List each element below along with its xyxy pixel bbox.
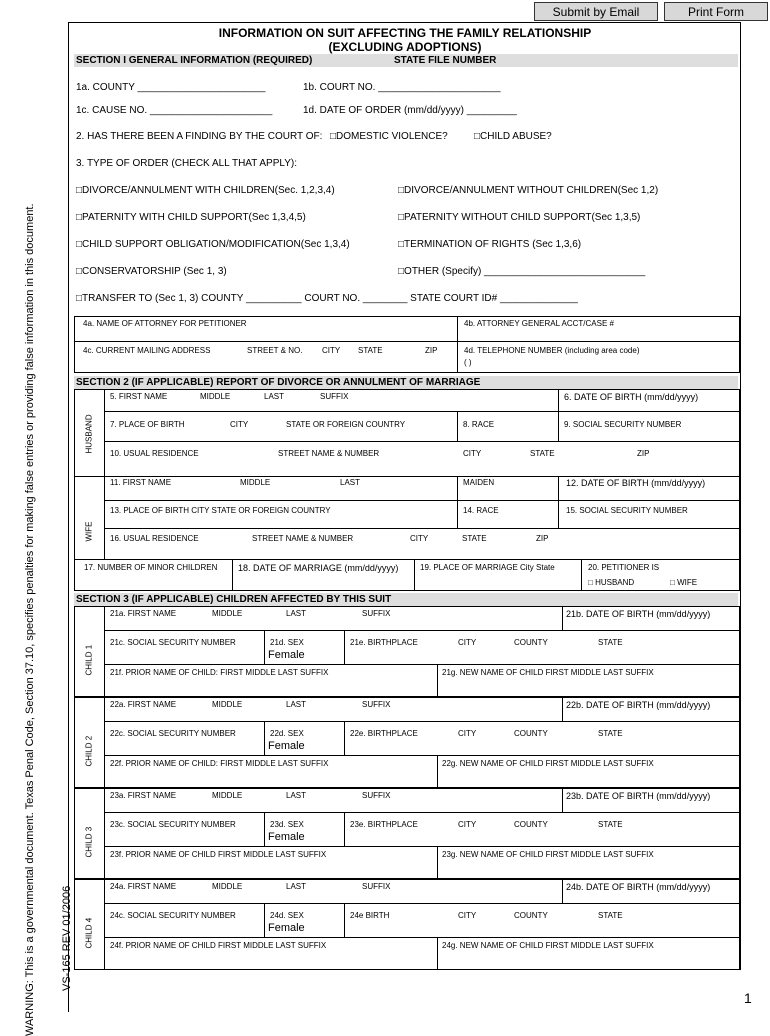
divider — [344, 721, 345, 755]
paternity-without-support-checkbox[interactable]: □ PATERNITY WITHOUT CHILD SUPPORT(Sec 1,3,5) — [398, 212, 640, 223]
form-title: INFORMATION ON SUIT AFFECTING THE FAMILY RELATIONSHIP — [218, 26, 592, 40]
section-3-heading: SECTION 3 (IF APPLICABLE) CHILDREN AFFECTED BY THIS SUIT — [74, 593, 738, 606]
child-dob[interactable]: 24b. DATE OF BIRTH (mm/dd/yyyy) — [566, 882, 711, 892]
husband-race[interactable]: 8. RACE — [463, 420, 495, 429]
child-prior-name[interactable]: 22f. PRIOR NAME OF CHILD: FIRST MIDDLE LAST SUFFIX — [110, 759, 329, 768]
husband-zip: ZIP — [637, 449, 650, 458]
child-middle: MIDDLE — [212, 791, 243, 800]
child-first-name[interactable]: 23a. FIRST NAME — [110, 791, 177, 800]
conservatorship-checkbox[interactable]: □ CONSERVATORSHIP (Sec 1, 3) — [76, 266, 227, 277]
child-sex-label: 23d. SEX — [270, 820, 304, 829]
husband-label: HUSBAND — [84, 414, 94, 454]
child-city: CITY — [458, 820, 477, 829]
wife-street: STREET NAME & NUMBER — [252, 534, 354, 543]
termination-checkbox[interactable]: □ TERMINATION OF RIGHTS (Sec 1,3,6) — [398, 239, 581, 250]
husband-last: LAST — [264, 392, 285, 401]
child-suffix: SUFFIX — [362, 609, 391, 618]
wife-dob[interactable]: 12. DATE OF BIRTH (mm/dd/yyyy) — [566, 478, 706, 488]
child-dob[interactable]: 23b. DATE OF BIRTH (mm/dd/yyyy) — [566, 791, 711, 801]
child-county: COUNTY — [514, 820, 548, 829]
child-state: STATE — [598, 729, 623, 738]
divider — [104, 788, 105, 879]
divorce-with-children-checkbox[interactable]: □ DIVORCE/ANNULMENT WITH CHILDREN(Sec. 1,2,3,4) — [76, 185, 335, 196]
wife-maiden: MAIDEN — [463, 478, 495, 487]
wife-block — [74, 476, 740, 560]
husband-pob[interactable]: 7. PLACE OF BIRTH — [110, 420, 185, 429]
child-sex-value[interactable]: Female — [268, 740, 305, 752]
divider — [562, 879, 563, 903]
divider — [562, 606, 563, 630]
divider — [104, 630, 740, 631]
wife-first-name[interactable]: 11. FIRST NAME — [110, 478, 172, 487]
attorney-name-field[interactable]: 4a. NAME OF ATTORNEY FOR PETITIONER — [74, 316, 458, 342]
page-number: 1 — [744, 990, 752, 1006]
child-block — [74, 788, 740, 879]
divider — [264, 812, 265, 846]
cause-no-field[interactable]: 1c. CAUSE NO. ______________________ — [76, 105, 273, 116]
child-last: LAST — [286, 609, 307, 618]
child-block — [74, 879, 740, 970]
divider — [104, 664, 740, 665]
husband-first-name[interactable]: 5. FIRST NAME — [110, 392, 168, 401]
date-of-order-field[interactable]: 1d. DATE OF ORDER (mm/dd/yyyy) _________ — [303, 105, 517, 116]
child-birthplace[interactable]: 24e BIRTH — [350, 911, 390, 920]
divider — [104, 606, 105, 697]
wife-label: WIFE — [84, 521, 94, 542]
divider — [104, 697, 105, 788]
divider — [104, 721, 740, 722]
child-first-name[interactable]: 24a. FIRST NAME — [110, 882, 177, 891]
divider — [104, 389, 105, 477]
child-new-name[interactable]: 21g. NEW NAME OF CHILD FIRST MIDDLE LAST SUFFIX — [442, 668, 654, 677]
divider — [457, 411, 458, 441]
divider — [232, 559, 233, 591]
child-first-name[interactable]: 22a. FIRST NAME — [110, 700, 177, 709]
husband-street: STREET NAME & NUMBER — [278, 449, 380, 458]
child-ssn[interactable]: 22c. SOCIAL SECURITY NUMBER — [110, 729, 236, 738]
child-city: CITY — [458, 911, 477, 920]
child-block — [74, 697, 740, 788]
child-label: CHILD 2 — [84, 735, 94, 767]
child-support-checkbox[interactable]: □ CHILD SUPPORT OBLIGATION/MODIFICATION(Sec 1,3,4) — [76, 239, 350, 250]
wife-zip: ZIP — [536, 534, 549, 543]
petitioner-wife-checkbox[interactable]: □ WIFE — [670, 578, 697, 587]
child-state: STATE — [598, 911, 623, 920]
divider — [104, 755, 740, 756]
finding-label: 2. HAS THERE BEEN A FINDING BY THE COURT OF: — [76, 131, 323, 142]
child-prior-name[interactable]: 23f. PRIOR NAME OF CHILD FIRST MIDDLE LAST SUFFIX — [110, 850, 327, 859]
divider — [104, 846, 740, 847]
husband-middle: MIDDLE — [200, 392, 231, 401]
child-sex-value[interactable]: Female — [268, 831, 305, 843]
section-1-heading: SECTION I GENERAL INFORMATION (REQUIRED) STATE FILE NUMBER — [74, 54, 738, 67]
divider — [558, 476, 559, 528]
divider — [457, 476, 458, 528]
paternity-with-support-checkbox[interactable]: □ PATERNITY WITH CHILD SUPPORT(Sec 1,3,4,5) — [76, 212, 306, 223]
type-of-order-label: 3. TYPE OF ORDER (CHECK ALL THAT APPLY): — [76, 158, 297, 169]
child-prior-name[interactable]: 24f. PRIOR NAME OF CHILD FIRST MIDDLE LAST SUFFIX — [110, 941, 327, 950]
divider — [104, 937, 740, 938]
print-form-button[interactable]: Print Form — [664, 2, 768, 21]
divider — [264, 630, 265, 664]
child-abuse-checkbox[interactable]: □ CHILD ABUSE? — [474, 131, 552, 142]
minor-children-field[interactable]: 17. NUMBER OF MINOR CHILDREN — [84, 563, 218, 572]
child-last: LAST — [286, 700, 307, 709]
husband-dob[interactable]: 6. DATE OF BIRTH (mm/dd/yyyy) — [564, 392, 699, 402]
divider — [104, 903, 740, 904]
divider — [264, 903, 265, 937]
petitioner-label: 20. PETITIONER IS — [588, 563, 660, 572]
frame-right-line — [740, 22, 741, 970]
divider — [104, 812, 740, 813]
child-prior-name[interactable]: 21f. PRIOR NAME OF CHILD: FIRST MIDDLE LAST SUFFIX — [110, 668, 329, 677]
divider — [104, 411, 740, 412]
child-county: COUNTY — [514, 911, 548, 920]
husband-pob-city: CITY — [230, 420, 249, 429]
child-birthplace[interactable]: 22e. BIRTHPLACE — [350, 729, 418, 738]
child-county: COUNTY — [514, 729, 548, 738]
divider — [558, 389, 559, 441]
mailing-address-field[interactable]: 4c. CURRENT MAILING ADDRESS STREET & NO. CITY STATE ZIP — [74, 341, 458, 373]
court-no-field[interactable]: 1b. COURT NO. ______________________ — [303, 82, 501, 93]
child-ssn[interactable]: 21c. SOCIAL SECURITY NUMBER — [110, 638, 236, 647]
divider — [104, 528, 740, 529]
child-first-name[interactable]: 21a. FIRST NAME — [110, 609, 177, 618]
wife-state: STATE — [462, 534, 487, 543]
child-birthplace[interactable]: 23e. BIRTHPLACE — [350, 820, 418, 829]
husband-state: STATE — [530, 449, 555, 458]
child-state: STATE — [598, 820, 623, 829]
child-block — [74, 606, 740, 697]
child-dob[interactable]: 21b. DATE OF BIRTH (mm/dd/yyyy) — [566, 609, 711, 619]
child-suffix: SUFFIX — [362, 700, 391, 709]
other-checkbox[interactable]: □ OTHER (Specify) _____________________________ — [398, 266, 645, 277]
wife-residence[interactable]: 16. USUAL RESIDENCE — [110, 534, 199, 543]
child-state: STATE — [598, 638, 623, 647]
wife-pob[interactable]: 13. PLACE OF BIRTH CITY STATE OR FOREIGN COUNTRY — [110, 506, 331, 515]
divider — [344, 903, 345, 937]
section-2-heading: SECTION 2 (IF APPLICABLE) REPORT OF DIVORCE OR ANNULMENT OF MARRIAGE — [74, 376, 738, 389]
divider — [104, 441, 740, 442]
divider — [437, 937, 438, 970]
ag-case-field[interactable]: 4b. ATTORNEY GENERAL ACCT/CASE # — [457, 316, 740, 342]
child-sex-label: 21d. SEX — [270, 638, 304, 647]
child-ssn[interactable]: 24c. SOCIAL SECURITY NUMBER — [110, 911, 236, 920]
husband-block — [74, 389, 740, 477]
child-suffix: SUFFIX — [362, 791, 391, 800]
divider — [562, 788, 563, 812]
form-revision: VS-165 REV 01/2006 — [61, 885, 73, 991]
divider — [104, 879, 105, 970]
transfer-checkbox[interactable]: □ TRANSFER TO (Sec 1, 3) COUNTY __________ COURT NO. ________ STATE COURT ID# ______________ — [76, 293, 578, 304]
child-last: LAST — [286, 791, 307, 800]
husband-city: CITY — [463, 449, 482, 458]
child-city: CITY — [458, 638, 477, 647]
child-middle: MIDDLE — [212, 700, 243, 709]
marriage-date-field[interactable]: 18. DATE OF MARRIAGE (mm/dd/yyyy) — [238, 563, 399, 573]
telephone-field[interactable]: 4d. TELEPHONE NUMBER (including area code) ( ) — [457, 341, 740, 373]
child-label: CHILD 1 — [84, 644, 94, 676]
frame-top-line — [68, 22, 741, 23]
divider — [104, 476, 105, 560]
marriage-place-field[interactable]: 19. PLACE OF MARRIAGE City State — [420, 563, 555, 572]
form-subtitle: (EXCLUDING ADOPTIONS) — [328, 40, 482, 54]
child-label: CHILD 4 — [84, 917, 94, 949]
husband-residence[interactable]: 10. USUAL RESIDENCE — [110, 449, 199, 458]
child-new-name[interactable]: 24g. NEW NAME OF CHILD FIRST MIDDLE LAST SUFFIX — [442, 941, 654, 950]
divider — [414, 559, 415, 591]
child-county: COUNTY — [514, 638, 548, 647]
child-sex-label: 22d. SEX — [270, 729, 304, 738]
child-middle: MIDDLE — [212, 609, 243, 618]
child-suffix: SUFFIX — [362, 882, 391, 891]
divider — [437, 755, 438, 788]
child-sex-value[interactable]: Female — [268, 922, 305, 934]
divider — [437, 664, 438, 697]
divider — [581, 559, 582, 591]
child-sex-label: 24d. SEX — [270, 911, 304, 920]
husband-pob-state: STATE OR FOREIGN COUNTRY — [286, 420, 406, 429]
child-new-name[interactable]: 22g. NEW NAME OF CHILD FIRST MIDDLE LAST SUFFIX — [442, 759, 654, 768]
domestic-violence-checkbox[interactable]: □ DOMESTIC VIOLENCE? — [330, 131, 448, 142]
submit-by-email-button[interactable]: Submit by Email — [534, 2, 658, 21]
divider — [344, 630, 345, 664]
county-field[interactable]: 1a. COUNTY _______________________ — [76, 82, 266, 93]
divider — [264, 721, 265, 755]
wife-city: CITY — [410, 534, 429, 543]
divider — [104, 500, 740, 501]
child-last: LAST — [286, 882, 307, 891]
child-dob[interactable]: 22b. DATE OF BIRTH (mm/dd/yyyy) — [566, 700, 711, 710]
divorce-without-children-checkbox[interactable]: □ DIVORCE/ANNULMENT WITHOUT CHILDREN(Sec 1,2) — [398, 185, 658, 196]
husband-ssn[interactable]: 9. SOCIAL SECURITY NUMBER — [564, 420, 682, 429]
wife-ssn[interactable]: 15. SOCIAL SECURITY NUMBER — [566, 506, 688, 515]
divider — [437, 846, 438, 879]
child-city: CITY — [458, 729, 477, 738]
wife-last: LAST — [340, 478, 361, 487]
wife-middle: MIDDLE — [240, 478, 271, 487]
warning-text: WARNING: This is a governmental document. Texas Penal Code, Section 37.10, specifies penalties for making false entries or providing false information in this document. — [24, 203, 36, 1036]
child-label: CHILD 3 — [84, 826, 94, 858]
child-sex-value[interactable]: Female — [268, 649, 305, 661]
petitioner-husband-checkbox[interactable]: □ HUSBAND — [588, 578, 634, 587]
divider — [344, 812, 345, 846]
child-ssn[interactable]: 23c. SOCIAL SECURITY NUMBER — [110, 820, 236, 829]
child-new-name[interactable]: 23g. NEW NAME OF CHILD FIRST MIDDLE LAST SUFFIX — [442, 850, 654, 859]
wife-race[interactable]: 14. RACE — [463, 506, 499, 515]
child-middle: MIDDLE — [212, 882, 243, 891]
husband-suffix: SUFFIX — [320, 392, 349, 401]
divider — [562, 697, 563, 721]
child-birthplace[interactable]: 21e. BIRTHPLACE — [350, 638, 418, 647]
